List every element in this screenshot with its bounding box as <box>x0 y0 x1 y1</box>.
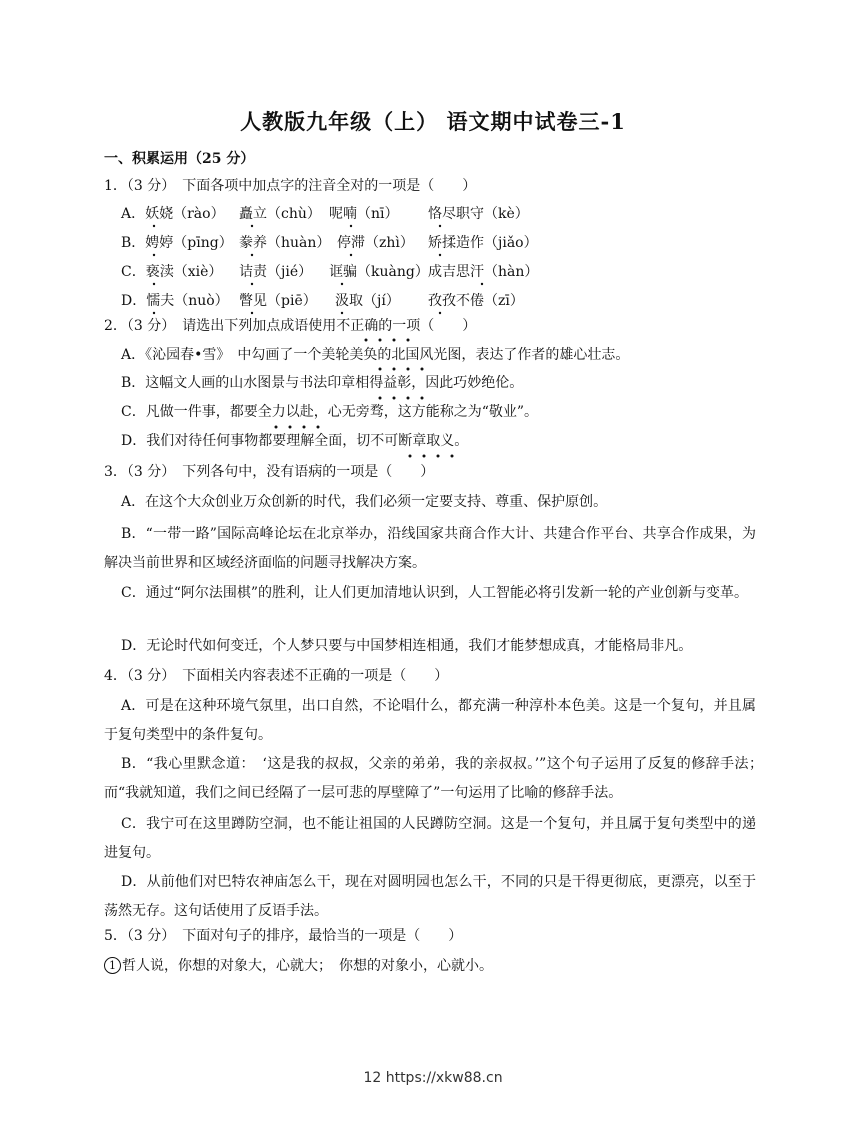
question-2-option-b: B．这幅文人画的山水图景与书法印章相得益彰，因此巧妙绝伦。 <box>121 375 524 391</box>
page-footer: 12 https://xkw88.cn <box>363 1070 503 1086</box>
question-4-option-c: C．我宁可在这里蹲防空洞，也不能让祖国的人民蹲防空洞。这是一个复句，并且属于复句类型中的递进复句。 <box>104 816 756 861</box>
question-1-stem: 1．（3 分） 下面各项中加点字的注音全对的一项是（ ） <box>104 178 477 194</box>
option-b-item-2: 豢养（huàn） <box>239 235 331 251</box>
option-c-item-4: 成吉思汗（hàn） <box>428 264 539 280</box>
question-1-option-c <box>121 262 721 282</box>
question-3-stem: 3．（3 分） 下列各句中，没有语病的一项是（ ） <box>104 464 435 480</box>
question-3-option-d: D．无论时代如何变迁，个人梦只要与中国梦相连相通，我们才能梦想成真，才能格局非凡。 <box>121 638 693 654</box>
question-1-option-a <box>121 204 721 224</box>
question-4-option-d: D．从前他们对巴特农神庙怎么干，现在对圆明园也怎么干，不同的只是干得更彻底，更漂亮，以至于荡然无存。这句话使用了反语手法。 <box>104 874 756 919</box>
option-a-item-2: 矗立（chù） <box>239 206 321 222</box>
option-b-item-3: 停滞（zhì） <box>337 235 414 251</box>
question-1-option-d <box>121 291 721 311</box>
question-5-item-1 <box>104 956 493 976</box>
option-a-item-3: 呢喃（nī） <box>329 206 399 222</box>
circled-number-1: 1 <box>104 957 121 974</box>
option-c-item-1: C．亵渎（xiè） <box>121 264 223 280</box>
option-c-item-3: 诓骗（kuàng） <box>329 264 429 280</box>
section-heading: 一、积累运用（25 分） <box>104 151 255 167</box>
question-1-option-b <box>121 233 721 253</box>
question-5-stem: 5．（3 分） 下面对句子的排序，最恰当的一项是（ ） <box>104 928 463 944</box>
question-3-option-a: A．在这个大众创业万众创新的时代，我们必须一定要支持、尊重、保护原创。 <box>121 494 608 510</box>
option-b-item-1: B．娉婷（pīng） <box>121 235 233 251</box>
question-4-stem: 4．（3 分） 下面相关内容表述不正确的一项是（ ） <box>104 668 449 684</box>
question-2-option-c: C．凡做一件事，都要全力以赴，心无旁骛，这方能称之为“敬业”。 <box>121 404 539 420</box>
question-2-option-d: D．我们对待任何事物都要理解全面，切不可断章取义。 <box>121 433 469 449</box>
question-4-option-b: B．“我心里默念道： ‘这是我的叔叔，父亲的弟弟，我的亲叔叔。’”这个句子运用了反复的修辞手法； 而“我就知道，我们之间已经隔了一层可悲的厚壁障了”一句运用了比喻的修辞手法。 <box>104 756 770 801</box>
option-d-item-1: D．懦夫（nuò） <box>121 293 229 309</box>
question-3-option-b: B．“一带一路”国际高峰论坛在北京举办，沿线国家共商合作大计、共建合作平台、共享合作成果，为解决当前世界和区域经济面临的问题寻找解决方案。 <box>104 526 756 571</box>
option-a-item-4: 恪尽职守（kè） <box>428 206 529 222</box>
option-a-item-1: A．妖娆（rào） <box>121 206 225 222</box>
question-2-option-a: A．《沁园春•雪》 中勾画了一个美轮美奂的北国风光图，表达了作者的雄心壮志。 <box>121 347 630 363</box>
option-d-item-4: 孜孜不倦（zī） <box>428 293 524 309</box>
question-5-item-1-text: 哲人说，你想的对象大，心就大； 你想的对象小，心就小。 <box>122 958 493 974</box>
option-d-item-2: 瞥见（piē） <box>239 293 317 309</box>
question-2-stem: 2．（3 分） 请选出下列加点成语使用不正确的一项（ ） <box>104 318 477 334</box>
question-4-option-a: A．可是在这种环境气氛里，出口自然，不论唱什么，都充满一种淳朴本色美。这是一个复句，并且属于复句类型中的条件复句。 <box>104 698 756 743</box>
option-c-item-2: 诘责（jié） <box>239 264 313 280</box>
page-title: 人教版九年级（上） 语文期中试卷三-1 <box>240 109 626 134</box>
question-3-option-c: C．通过“阿尔法围棋”的胜利，让人们更加清地认识到，人工智能必将引发新一轮的产业创新与变革。 <box>121 585 749 601</box>
option-d-item-3: 汲取（jí） <box>335 293 400 309</box>
option-b-item-4: 矫揉造作（jiǎo） <box>428 235 538 251</box>
